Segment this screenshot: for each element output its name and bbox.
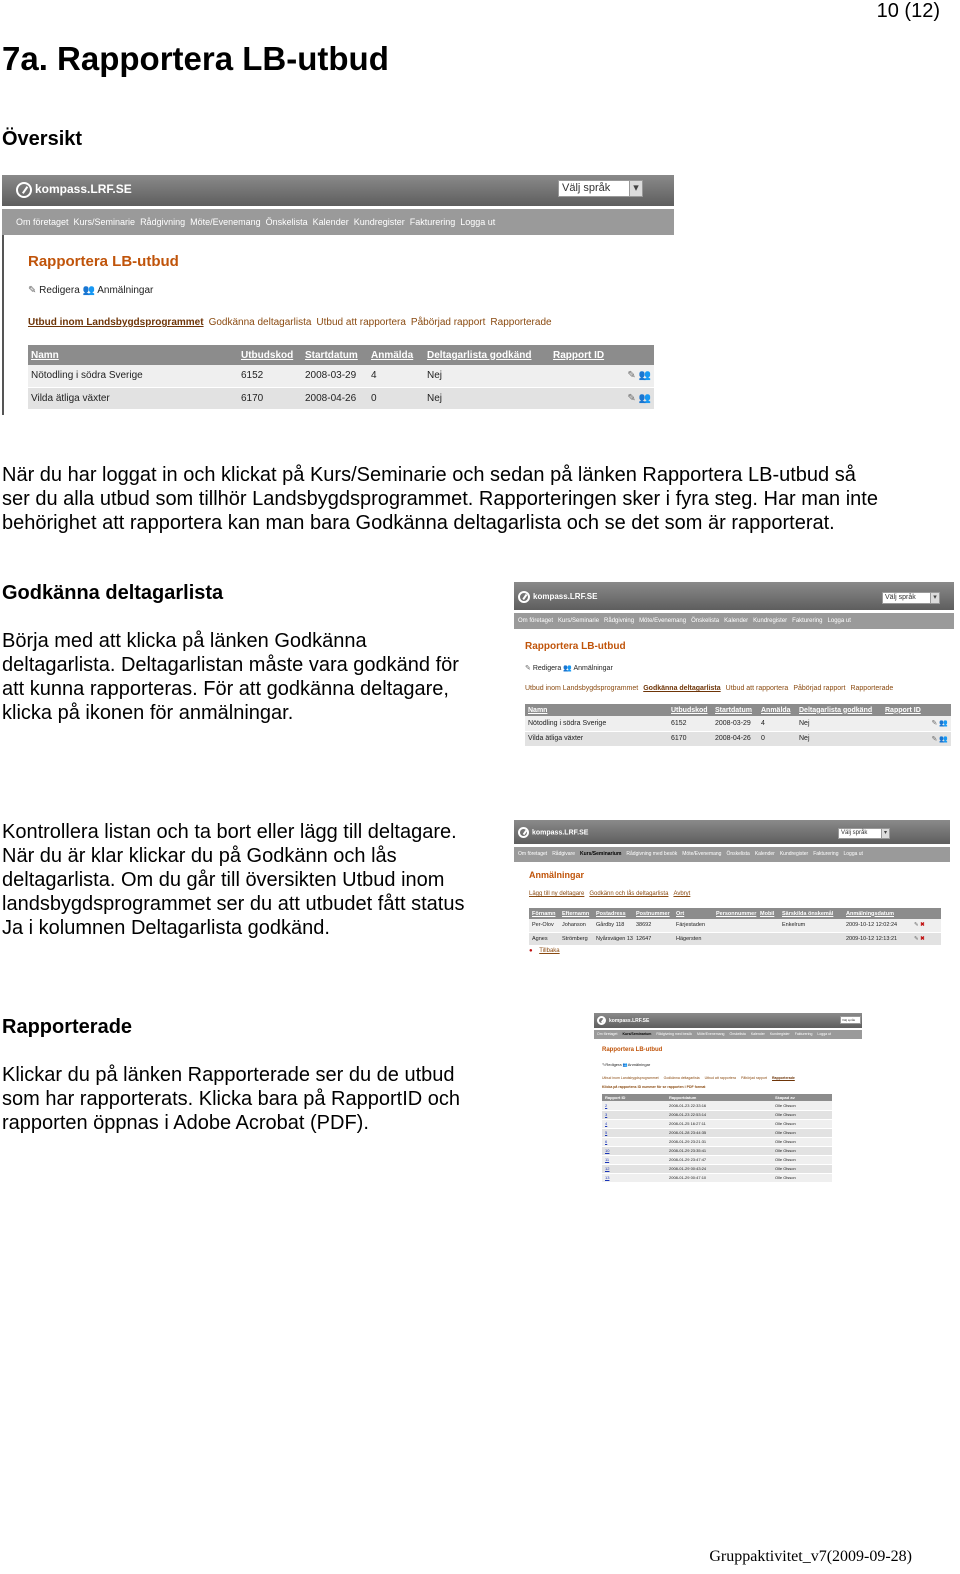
check-text: Kontrollera listan och ta bort eller lägg till deltagare. När du är klar klickar du på Godkänn och lås deltagarlista. Om du går till översikten Utbud inom landsbygdsprogrammet ser du att utbudet fått status Ja i kolumnen Deltagarlista godkänd. <box>2 821 465 939</box>
menu-item[interactable]: Rådgivning <box>604 618 635 624</box>
main-menu <box>594 1030 862 1039</box>
menu-item[interactable]: Om företaget <box>518 851 548 857</box>
registrations-table: Förnamn Efternamn Postadress Postnummer Ort Personnummer Mobil Särskilda önskemål Anmälningsdatum Per-Olov Johanson Gårdby 118 38692 Färjestaden Enkelrum 2009-10-12 12:02:24 ✎ ✖ Agnes Strömberg Nyårsvägen 13 12647 Hägersten 2009-10-12 12:13:21 ✎ ✖ <box>529 908 941 946</box>
table-row: Vilda ätliga växter 6170 2008-04-26 0 Nej ✎ 👥 <box>525 731 951 746</box>
app-logo: kompass.LRF.SE <box>16 182 132 198</box>
offers-table <box>28 345 654 410</box>
menu-item[interactable]: Logga ut <box>843 851 863 857</box>
col-header[interactable]: Deltagarlista godkänd <box>796 704 882 716</box>
menu-item[interactable]: Kurs/Seminarium <box>579 851 622 857</box>
menu-item[interactable]: Rådgivare <box>552 851 575 857</box>
link-paborjad[interactable]: Påbörjad rapport <box>740 1076 768 1080</box>
report-id-link[interactable]: 6 <box>605 1139 608 1144</box>
edit-icon[interactable]: ✎ <box>914 922 919 929</box>
compass-icon <box>518 827 529 838</box>
chevron-down-icon: ▾ <box>930 593 939 603</box>
chevron-down-icon: ▾ <box>629 181 642 196</box>
edit-icon[interactable]: ✎ <box>931 720 938 728</box>
link-rapporterade[interactable]: Rapporterade <box>850 685 894 692</box>
page-number: 10 (12) <box>876 0 940 22</box>
menu-item[interactable]: Fakturering <box>813 851 839 857</box>
table-row: Agnes Strömberg Nyårsvägen 13 12647 Hägersten 2009-10-12 12:13:21 ✎ ✖ <box>529 932 941 945</box>
registrations-icon[interactable]: 👥 <box>939 735 948 743</box>
toolbar <box>602 1062 650 1067</box>
link-att-rapportera[interactable]: Utbud att rapportera <box>725 685 789 692</box>
edit-link[interactable]: Redigera <box>605 1062 622 1067</box>
content-border <box>2 235 4 415</box>
toolbar <box>525 664 613 672</box>
language-select[interactable]: Välj språk ▾ <box>838 828 890 839</box>
menu-item[interactable]: Logga ut <box>460 217 496 227</box>
edit-icon[interactable]: ✎ <box>914 935 919 942</box>
link-rapporterade[interactable]: Rapporterade <box>490 317 552 328</box>
col-header[interactable]: Anmälda <box>758 704 796 716</box>
subnav <box>28 317 557 328</box>
link-utbud[interactable]: Utbud inom Landsbygdsprogrammet <box>602 1076 659 1080</box>
reported-text: Klickar du på länken Rapporterade ser du de utbud som har rapporterats. Klicka bara på RapportID och rapporten öppnas i Adobe Acrobat (PDF). <box>2 1064 460 1134</box>
subnav <box>602 1076 800 1080</box>
edit-link[interactable]: Redigera <box>39 285 80 296</box>
menu-item[interactable]: Rådgivning <box>140 217 186 227</box>
menu-item[interactable]: Kundregister <box>353 217 405 227</box>
screenshot-reported <box>594 1013 862 1187</box>
link-utbud[interactable]: Utbud inom Landsbygdsprogrammet <box>28 317 204 328</box>
menu-item[interactable]: Kundregister <box>769 1032 790 1036</box>
main-menu <box>514 613 954 629</box>
col-header[interactable]: Namn <box>525 704 668 716</box>
link-paborjad[interactable]: Påbörjad rapport <box>793 685 846 692</box>
menu-item[interactable]: Kundregister <box>753 618 788 624</box>
menu-item[interactable]: Logga ut <box>827 618 851 624</box>
reports-table: Rapport ID Rapportdatum Skapad av 2 2008-01-23 22:33:16 Olle Olsson 3 2008-01-23 22:53:14 Olle Olsson 4 2008-01-25 16:27:11 Olle Olsson 5 2008-01-28 23:44:35 Olle Olsson 6 2008-01-29 23:21:31 Olle Olsson 10 2008-01-29 23:35:41 Olle Olsson 11 2008-01-29 23:47:47 Olle Olsson 12 2008-01-29 00:43:24 Olle Olsson 13 2008-01-29 00:47:10 Olle Olsson <box>602 1094 832 1183</box>
menu-item[interactable]: Kundregister <box>779 851 809 857</box>
main-menu <box>2 209 674 235</box>
col-header[interactable]: Anmälda <box>368 345 424 365</box>
menu-item[interactable]: Möte/Evenemang <box>190 217 261 227</box>
link-att-rapportera[interactable]: Utbud att rapportera <box>316 317 406 328</box>
registrations-icon: 👥 <box>82 285 95 296</box>
edit-icon[interactable]: ✎ <box>627 370 636 382</box>
menu-item[interactable]: Kurs/Seminarie <box>73 217 136 227</box>
registrations-title: Anmälningar <box>529 870 585 880</box>
delete-icon[interactable]: ✖ <box>920 922 925 929</box>
col-header[interactable]: Rapport ID <box>882 704 951 716</box>
menu-item[interactable]: Möte/Evenemang <box>639 618 687 624</box>
report-id-link[interactable]: 12 <box>605 1166 610 1171</box>
report-id-link[interactable]: 3 <box>605 1112 608 1117</box>
col-header[interactable]: Deltagarlista godkänd <box>424 345 550 365</box>
table-row: 11 2008-01-29 23:47:47 Olle Olsson <box>602 1155 832 1164</box>
menu-item[interactable]: Önskelista <box>726 851 750 857</box>
offers-table <box>525 704 951 747</box>
back-bullet-icon: ● <box>529 948 533 954</box>
menu-item[interactable]: Rådgivning med besök <box>656 1032 693 1036</box>
registrations-icon[interactable]: 👥 <box>638 392 651 404</box>
menu-item[interactable]: Önskelista <box>691 618 720 624</box>
menu-item[interactable]: Möte/Evenemang <box>682 851 722 857</box>
main-menu <box>514 847 950 862</box>
col-header[interactable]: Startdatum <box>712 704 758 716</box>
link-utbud[interactable]: Utbud inom Landsbygdsprogrammet <box>525 685 639 692</box>
col-header[interactable]: Utbudskod <box>238 345 302 365</box>
delete-icon[interactable]: ✖ <box>920 935 925 942</box>
registrations-icon[interactable]: 👥 <box>939 720 948 728</box>
app-page-title: Rapportera LB-utbud <box>602 1047 663 1053</box>
registrations-link[interactable]: Anmälningar <box>627 1062 651 1067</box>
approve-lock-link[interactable]: Godkänn och lås deltagarlista <box>589 891 669 897</box>
report-id-link[interactable]: 5 <box>605 1130 608 1135</box>
menu-item[interactable]: Önskelista <box>729 1032 746 1036</box>
table-row: 10 2008-01-29 23:35:41 Olle Olsson <box>602 1146 832 1155</box>
pencil-icon: ✎ <box>602 1062 606 1067</box>
toolbar <box>28 285 153 296</box>
report-id-link[interactable]: 4 <box>605 1121 608 1126</box>
menu-item[interactable]: Önskelista <box>265 217 308 227</box>
report-id-link[interactable]: 10 <box>605 1148 610 1153</box>
link-godkanna[interactable]: Godkänna deltagarlista <box>643 685 721 692</box>
link-godkanna[interactable]: Godkänna deltagarlista <box>663 1076 700 1080</box>
menu-item[interactable]: Fakturering <box>409 217 456 227</box>
screenshot-overview <box>2 175 674 415</box>
screenshot-registrations <box>514 820 950 964</box>
registrations-link[interactable]: Anmälningar <box>97 285 154 296</box>
table-row: 6 2008-01-29 23:21:31 Olle Olsson <box>602 1137 832 1146</box>
menu-item[interactable]: Om företaget <box>16 217 69 227</box>
table-row: Nötodling i södra Sverige 6152 2008-03-29 4 Nej ✎ 👥 <box>28 365 654 387</box>
link-paborjad[interactable]: Påbörjad rapport <box>410 317 486 328</box>
pencil-icon: ✎ <box>525 665 531 672</box>
menu-item[interactable]: Kurs/Seminarium <box>622 1032 652 1036</box>
app-page-title: Rapportera LB-utbud <box>28 253 179 270</box>
registrations-links <box>529 891 695 897</box>
approve-text: Börja med att klicka på länken Godkänna deltagarlista. Deltagarlistan måste vara godkänd för att kunna rapporteras. För att godkänna deltagare, klicka på ikonen för anmälningar. <box>2 630 459 724</box>
approve-heading: Godkänna deltagarlista <box>2 582 224 604</box>
table-row: 4 2008-01-25 16:27:11 Olle Olsson <box>602 1119 832 1128</box>
report-id-link[interactable]: 13 <box>605 1175 610 1180</box>
compass-icon <box>597 1016 606 1025</box>
page-heading: 7a. Rapportera LB-utbud <box>2 40 389 77</box>
table-row: Nötodling i södra Sverige 6152 2008-03-29 4 Nej ✎ 👥 <box>525 716 951 731</box>
chevron-down-icon: ▾ <box>881 829 889 838</box>
report-id-link[interactable]: 2 <box>605 1102 608 1108</box>
table-row: Vilda ätliga växter 6170 2008-04-26 0 Nej ✎ 👥 <box>28 387 654 409</box>
registrations-icon: 👥 <box>622 1062 628 1067</box>
edit-icon[interactable]: ✎ <box>931 735 938 743</box>
menu-item[interactable]: Kalender <box>724 618 749 624</box>
table-row: 3 2008-01-23 22:53:14 Olle Olsson <box>602 1110 832 1119</box>
registrations-icon[interactable]: 👥 <box>638 370 651 382</box>
menu-item[interactable]: Möte/Evenemang <box>697 1032 725 1036</box>
menu-item[interactable]: Rådgivning med besök <box>626 851 678 857</box>
app-page-title: Rapportera LB-utbud <box>525 641 626 652</box>
menu-item[interactable]: Kalender <box>754 851 775 857</box>
report-id-link[interactable]: 11 <box>605 1157 610 1162</box>
registrations-icon: 👥 <box>563 665 572 672</box>
col-header[interactable]: Startdatum <box>302 345 368 365</box>
pencil-icon: ✎ <box>28 285 37 296</box>
registrations-link[interactable]: Anmälningar <box>573 665 613 672</box>
report-instruction: Klicka på rapportens ID nummer för se rapporten i PDF format <box>602 1085 706 1089</box>
language-select[interactable]: Välj språk <box>840 1016 861 1024</box>
menu-item[interactable]: Om företaget <box>518 618 554 624</box>
table-row: 13 2008-01-29 00:47:10 Olle Olsson <box>602 1173 832 1182</box>
edit-link[interactable]: Redigera <box>532 665 562 672</box>
cancel-link[interactable]: Avbryt <box>673 891 691 897</box>
menu-item[interactable]: Om företaget <box>597 1032 618 1036</box>
col-header[interactable]: Utbudskod <box>668 704 712 716</box>
menu-item[interactable]: Logga ut <box>817 1032 832 1036</box>
table-row: 2 2008-01-23 22:33:16 Olle Olsson <box>602 1101 832 1110</box>
add-participant-link[interactable]: Lägg till ny deltagare <box>529 891 585 897</box>
app-logo: kompass.LRF.SE <box>518 591 597 603</box>
link-att-rapportera[interactable]: Utbud att rapportera <box>704 1076 736 1080</box>
table-row: 5 2008-01-28 23:44:35 Olle Olsson <box>602 1128 832 1137</box>
menu-item[interactable]: Fakturering <box>792 618 823 624</box>
table-row: 12 2008-01-29 00:43:24 Olle Olsson <box>602 1164 832 1173</box>
menu-item[interactable]: Kalender <box>750 1032 765 1036</box>
col-header[interactable]: Namn <box>28 345 238 365</box>
edit-icon[interactable]: ✎ <box>627 392 636 404</box>
app-logo: kompass.LRF.SE <box>597 1016 649 1025</box>
overview-text: När du har loggat in och klickat på Kurs/Seminarie och sedan på länken Rapportera LB-utbud så ser du alla utbud som tillhör Landsbygdsprogrammet. Rapporteringen sker i fyra steg. Har man inte behörighet att rapportera kan man bara Godkänna deltagarlista och se det som är rapporterat. <box>2 464 878 534</box>
col-header[interactable]: Rapport ID <box>550 345 654 365</box>
compass-icon <box>16 182 32 198</box>
compass-icon <box>518 591 530 603</box>
language-select[interactable]: Välj språk ▾ <box>558 180 643 197</box>
overview-heading: Översikt <box>2 128 83 150</box>
link-rapporterade[interactable]: Rapporterade <box>772 1076 795 1080</box>
subnav <box>525 685 898 692</box>
table-row: Per-Olov Johanson Gårdby 118 38692 Färjestaden Enkelrum 2009-10-12 12:02:24 ✎ ✖ <box>529 919 941 932</box>
back-link[interactable]: ● Tillbaka <box>529 948 560 954</box>
screenshot-approve <box>514 582 954 750</box>
app-logo: kompass.LRF.SE <box>518 827 588 838</box>
menu-item[interactable]: Fakturering <box>794 1032 813 1036</box>
link-godkanna[interactable]: Godkänna deltagarlista <box>208 317 312 328</box>
menu-item[interactable]: Kalender <box>312 217 349 227</box>
menu-item[interactable]: Kurs/Seminarie <box>558 618 600 624</box>
reported-heading: Rapporterade <box>2 1016 133 1038</box>
document-footer: Gruppaktivitet_v7(2009-09-28) <box>709 1548 912 1565</box>
language-select[interactable]: Välj språk ▾ <box>882 592 940 604</box>
